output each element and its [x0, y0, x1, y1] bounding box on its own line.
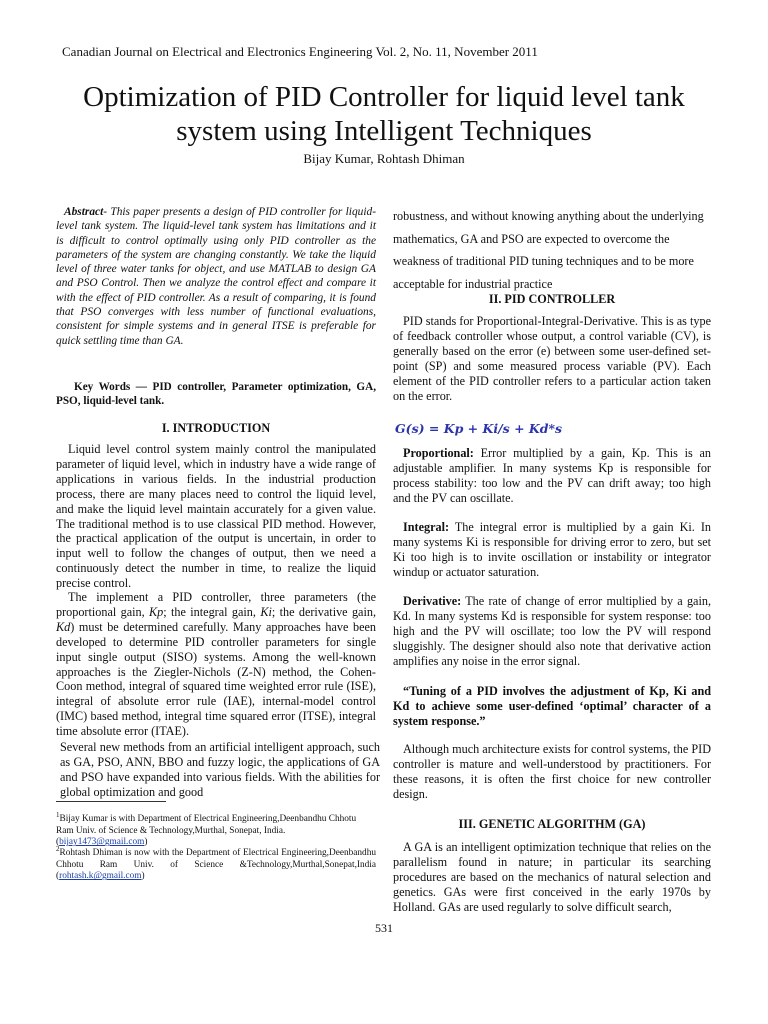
pid-equation-text: G(s) = Kp + Ki/s + Kd*s	[395, 421, 563, 436]
journal-header: Canadian Journal on Electrical and Electronics Engineering Vol. 2, No. 11, November 2011	[62, 44, 538, 59]
intro-paragraph-1: Liquid level control system mainly control the manipulated parameter of liquid level, which in industry have a wide range of applications in various fields. In the industrial production process, there are many places need to control the liquid level, and make the liquid level maintain accurately for a given value. The traditional method is to use classical PID method. However, the practical application of the output is uncertain, in order to input well to follow the changes of output, then we need a continuously detect the number in time, to realize the liquid precise control.	[56, 442, 376, 591]
proportional-paragraph	[393, 446, 711, 506]
derivative-paragraph	[393, 594, 711, 669]
ki-symbol: Ki	[260, 604, 272, 619]
footnote-1-text: Bijay Kumar is with Department of Electrical Engineering,Deenbandhu Chhotu Ram Univ. of Science & Technology,Murthal, Sonepat, India.	[56, 814, 357, 836]
section-heading-pid: II. PID CONTROLLER	[488, 292, 616, 306]
kd-symbol: Kd	[56, 619, 71, 634]
intro-paragraph-3: Several new methods from an artificial intelligent approach, such as GA, PSO, ANN, BBO and fuzzy logic, the applications of GA and PSO have expanded into various fields. With the abilities for global optimization and good	[60, 740, 380, 799]
abstract	[56, 205, 376, 348]
derivative-text: The rate of change of error multiplied by a gain, Kd. In many systems Kd is responsible for system response: too high and the PV will oscillate; too low the PV will respond sluggishly. The designer should also note that derivative action amplifies any noise in the error signal.	[393, 594, 711, 668]
pid-paragraph: PID stands for Proportional-Integral-Derivative. This is as type of feedback controller whose output, a control variable (CV), is generally based on the error (e) between some user-defined set-point (SP) and some measured process variable (PV). Each element of the PID controller refers to a particular action taken on the error.	[393, 314, 711, 403]
section-heading-introduction: I. INTRODUCTION	[161, 421, 271, 435]
footnote-2-close: )	[141, 871, 145, 882]
integral-paragraph	[393, 520, 711, 580]
section-heading-ga: III. GENETIC ALGORITHM (GA)	[458, 817, 646, 831]
footnote-1-mark: 1	[56, 811, 60, 819]
intro-p2-part-d: ) must be determined carefully. Many approaches have been developed to determine PID controller parameters for single input single output (SISO) systems. Among the well-known approaches is the Ziegler-Nichols (Z-N) method, the Cohen-Coon method, integral of squared time weighted error rule (ISE), integral of absolute error rule (IAE), internal-model control (IMC) based method, integral time squared error (ITSE), integral time absolute error (ITAE).	[56, 619, 376, 739]
pid-equation-image	[393, 412, 563, 442]
derivative-label: Derivative:	[403, 594, 462, 608]
ga-paragraph: A GA is an intelligent optimization technique that relies on the parallelism found in nature; in particular its searching procedures are based on the mechanics of natural selection and genetics. GAs were first conceived in the early 1970s by Holland. GAs are used regularly to solve difficult search,	[393, 840, 711, 914]
footnote-2-email-link[interactable]: rohtash.k@gmail.com	[59, 871, 142, 882]
intro-paragraph-2	[56, 590, 376, 739]
proportional-label: Proportional:	[403, 446, 474, 460]
integral-label: Integral:	[403, 520, 450, 534]
tuning-quote: “Tuning of a PID involves the adjustment of Kp, Ki and Kd to achieve some user-defined ‘optimal’ character of a system response.”	[393, 684, 711, 728]
right-intro-paragraph: robustness, and without knowing anything about the underlying mathematics, GA and PSO are expected to overcome the weakness of traditional PID tuning techniques and to be more acceptable for industrial practice	[393, 209, 704, 291]
authors: Bijay Kumar, Rohtash Dhiman	[303, 151, 465, 166]
footnote-1-email-link[interactable]: bijay1473@gmail.com	[59, 837, 145, 848]
kp-symbol: Kp	[149, 604, 164, 619]
footnote-2-mark: 2	[56, 845, 60, 853]
paper-title: Optimization of PID Controller for liquid level tank system using Intelligent Techniques	[83, 81, 685, 147]
footnote-2-text: Rohtash Dhiman is now with the Department of Electrical Engineering,Deenbandhu Chhotu Ram Univ. of Science &Technology,Murthal,Sonepat,India (	[56, 848, 376, 882]
integral-text: The integral error is multiplied by a gain Ki. In many systems Ki is responsible for driving error to zero, but set Ki too high is to invite oscillation or instability or integrator windup or actuator saturation.	[393, 520, 711, 579]
abstract-label: Abstract	[64, 206, 104, 218]
page-number: 531	[375, 921, 393, 935]
proportional-text: Error multiplied by a gain, Kp. This is an adjustable amplifier. In many systems Kp is responsible for process stability: too low and the PV can drift away; too high and the PV can oscillate.	[393, 446, 711, 505]
footnote-1: $^1$Bijay Kumar is with Department of Electrical Engineering,Deenbandhu Chhotu Ram Univ. of Science & Technology,Murthal, Sonepat, India. (bijay1473@gmail.com)	[56, 811, 357, 848]
intro-p2-part-c: ; the derivative gain,	[271, 604, 376, 619]
footnote-divider	[56, 801, 166, 802]
abstract-text: - This paper presents a design of PID controller for liquid-level tank system. The liquid-level tank system has limitations and it is difficult to control optimally using only PID controller as the parameters of the system are changing constantly. We take the liquid level of three water tanks for object, and use MATLAB to design GA and PSO Control. Then we analyze the control effect and compare it with the effect of PID controller. As a result of comparing, it is found that PSO converges with less number of functional evaluations, consistent for simple systems and in general ITSE is preferable for quick settling time than GA.	[56, 206, 376, 347]
architecture-paragraph: Although much architecture exists for control systems, the PID controller is mature and well-understood by practitioners. For these reasons, it is often the first choice for new controller design.	[393, 742, 711, 801]
intro-p2-part-a: The implement a PID controller, three parameters (the proportional gain,	[56, 590, 376, 619]
keywords: Key Words — PID controller, Parameter optimization, GA, PSO, liquid-level tank.	[56, 381, 376, 408]
footnote-2	[56, 844, 376, 883]
intro-p2-part-b: ; the integral gain,	[163, 604, 261, 619]
